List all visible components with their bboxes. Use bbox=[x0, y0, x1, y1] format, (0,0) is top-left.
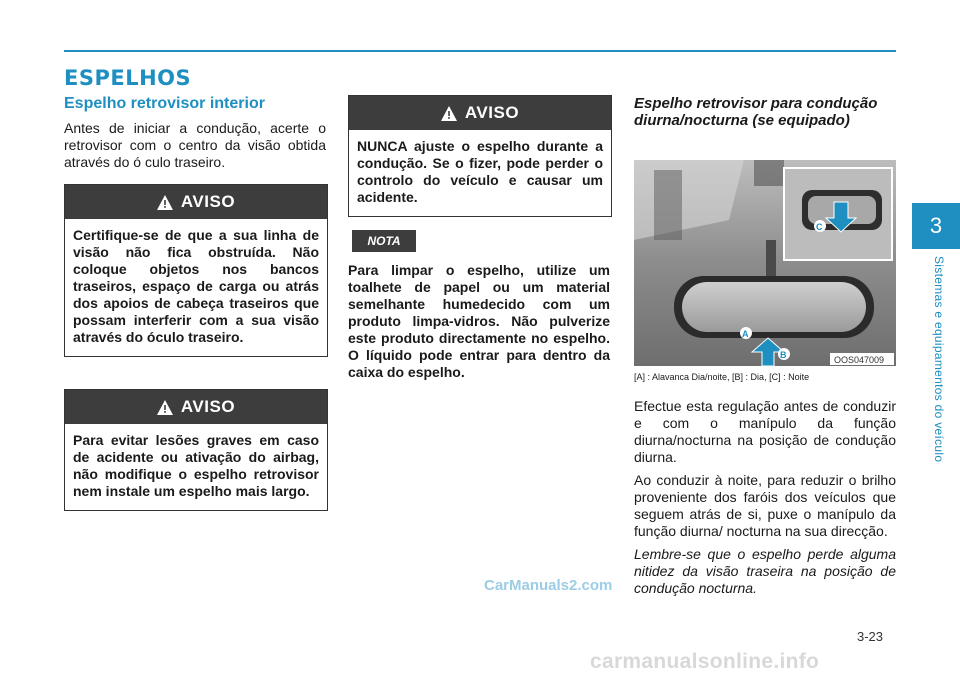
chapter-tab: 3 bbox=[912, 203, 960, 249]
warning-box-1 bbox=[64, 184, 328, 357]
warning-text: Para evitar lesões graves em caso de acidente ou ativação do airbag, não modifique o espelho retrovisor nem instale um espelho mais largo. bbox=[73, 432, 319, 499]
page-number: 3-23 bbox=[857, 629, 884, 644]
paragraph: Ao conduzir à noite, para reduzir o brilho proveniente dos faróis dos veículos que seguem atrás de si, puxe o manípulo da função diurna/ nocturna na sua direcção. bbox=[634, 472, 896, 539]
header-rule bbox=[64, 50, 896, 52]
warning-header bbox=[65, 185, 327, 219]
warning-box-3 bbox=[348, 95, 612, 217]
paragraph: Efectue esta regulação antes de conduzir e com o manípulo da função diurna/nocturna na posição de condução diurna. bbox=[634, 398, 896, 465]
warning-text: Certifique-se de que a sua linha de visão não fica obstruída. Não coloque objetos nos bancos traseiros, espaço de carga ou atrás dos apoios de cabeça traseiros que possam interferir com a sua visão através do óculo traseiro. bbox=[73, 227, 319, 345]
right-body bbox=[634, 398, 896, 603]
warning-heading: AVISO bbox=[180, 397, 236, 416]
label-a: A bbox=[742, 329, 749, 339]
warning-icon bbox=[157, 400, 173, 415]
label-c: C bbox=[816, 222, 823, 232]
label-b: B bbox=[780, 350, 787, 360]
figure-code: OOS047009 bbox=[834, 355, 885, 365]
chapter-title: Sistemas e equipamentos do veículo bbox=[932, 256, 946, 463]
section-title: ESPELHOS bbox=[64, 66, 192, 90]
intro-paragraph: Antes de iniciar a condução, acerte o retrovisor com o centro da visão obtida através do ó culo traseiro. bbox=[64, 120, 326, 170]
nota-label: NOTA bbox=[352, 230, 416, 252]
watermark: CarManuals2.com bbox=[484, 577, 613, 594]
right-section-title: Espelho retrovisor para condução diurna/nocturna (se equipado) bbox=[634, 95, 878, 129]
warning-header bbox=[349, 96, 611, 130]
warning-header bbox=[65, 390, 327, 424]
warning-icon bbox=[441, 106, 457, 121]
subsection-title: Espelho retrovisor interior bbox=[64, 95, 265, 112]
footer-watermark: carmanualsonline.info bbox=[590, 650, 820, 673]
warning-heading: AVISO bbox=[180, 192, 236, 211]
mirror-photo bbox=[634, 160, 896, 366]
mirror-illustration bbox=[634, 160, 896, 366]
nota-text: Para limpar o espelho, utilize um toalhete de papel ou um material semelhante humedecido com um produto limpa-vidros. Não pulverize este produto directamente no espelho. O líquido pode entrar para dentro da caixa do espelho. bbox=[348, 262, 610, 380]
warning-icon bbox=[157, 195, 173, 210]
warning-text: NUNCA ajuste o espelho durante a condução. Se o fizer, pode perder o controlo do veículo e causar um acidente. bbox=[357, 138, 603, 205]
warning-box-2 bbox=[64, 389, 328, 511]
warning-heading: AVISO bbox=[464, 103, 520, 122]
italic-note: Lembre-se que o espelho perde alguma nitidez da visão traseira na posição de condução nocturna. bbox=[634, 546, 896, 596]
figure-caption: [A] : Alavanca Dia/noite, [B] : Dia, [C] : Noite bbox=[634, 372, 810, 382]
